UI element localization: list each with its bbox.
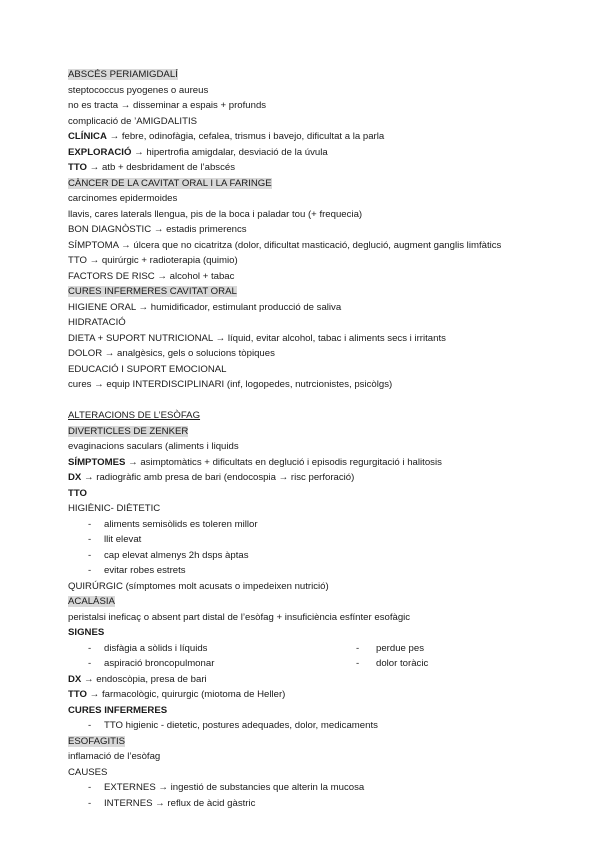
text-line xyxy=(68,129,568,145)
text-line xyxy=(68,145,568,161)
list-item xyxy=(68,517,568,533)
bullet-dash: - xyxy=(88,720,92,731)
text-line xyxy=(68,625,568,641)
list-item xyxy=(356,656,429,672)
list-item xyxy=(88,641,208,657)
list-item-text: aliments semisòlids es toleren millor xyxy=(104,518,258,530)
bold-label: CLÍNICA xyxy=(68,131,107,142)
line-text: → hipertrofia amigdalar, desviació de la úvula xyxy=(131,146,328,158)
bullet-dash: - xyxy=(88,534,92,545)
section-heading xyxy=(68,594,568,610)
bullet-dash: - xyxy=(88,518,92,530)
section-heading xyxy=(68,424,568,440)
list-item xyxy=(68,796,568,812)
list-item-text: evitar robes estrets xyxy=(104,565,186,576)
bold-label: DX xyxy=(68,673,82,685)
bold-label: SIGNES xyxy=(68,627,105,638)
underlined-heading: ALTERACIONS DE L’ESÒFAG xyxy=(68,410,201,421)
list-item-text: disfàgia a sòlids i líquids xyxy=(104,642,208,654)
list-item xyxy=(356,641,425,657)
bullet-dash: - xyxy=(88,565,92,576)
blank-line xyxy=(68,393,568,409)
bold-label: TTO xyxy=(68,689,88,700)
bullet-dash: - xyxy=(356,642,360,654)
text-line xyxy=(68,672,568,688)
text-line: DOLOR → analgèsics, gels o solucions tòpiques xyxy=(68,348,275,359)
text-line: carcinomes epidermoides xyxy=(68,193,178,204)
section-heading xyxy=(68,176,568,192)
text-line: FACTORS DE RISC → alcohol + tabac xyxy=(68,270,235,282)
text-line xyxy=(68,455,568,471)
list-item-text: EXTERNES → ingestió de substancies que alterin la mucosa xyxy=(104,782,365,793)
highlighted-heading: ESOFAGITIS xyxy=(68,735,126,747)
line-text: → asimptomàtics + dificultats en deglució i episodis regurgitació i halitosis xyxy=(125,456,442,468)
list-item xyxy=(68,718,568,734)
bold-label: DX xyxy=(68,472,82,483)
list-item xyxy=(68,780,568,796)
line-text: → endoscòpia, presa de bari xyxy=(81,673,207,685)
section-heading xyxy=(68,67,568,83)
bullet-dash: - xyxy=(88,642,92,654)
bullet-dash: - xyxy=(88,658,92,669)
highlighted-heading: ACALÀSIA xyxy=(68,596,115,607)
text-line: TTO → quirúrgic + radioterapia (quimio) xyxy=(68,255,238,266)
text-line: HIDRATACIÓ xyxy=(68,317,126,328)
chapter-heading xyxy=(68,408,568,424)
bullet-dash: - xyxy=(88,782,92,793)
text-line: BON DIAGNÒSTIC → estadis primerencs xyxy=(68,224,247,235)
text-line: QUIRÚRGIC (símptomes molt acusats o impedeixen nutrició) xyxy=(68,580,329,592)
line-text: → febre, odinofàgia, cefalea, trismus i bavejo, dificultat a la parla xyxy=(106,131,385,142)
highlighted-heading: DIVERTICLES DE ZENKER xyxy=(68,425,189,437)
text-line: cures → equip INTERDISCIPLINARI (inf, logopedes, nutrcionistes, psicòlgs) xyxy=(68,379,393,390)
text-line: no es tracta → disseminar a espais + profunds xyxy=(68,100,267,111)
bullet-dash: - xyxy=(356,658,360,669)
text-line: complicació de ’AMIGDALITIS xyxy=(68,115,198,127)
list-item-text: cap elevat almenys 2h dsps àptas xyxy=(104,549,249,561)
list-item-text: INTERNES → reflux de àcid gàstric xyxy=(104,797,256,809)
text-line: llavis, cares laterals llengua, pis de la boca i paladar tou (+ frequecia) xyxy=(68,208,363,220)
text-line: DIETA + SUPORT NUTRICIONAL → líquid, evitar alcohol, tabac i aliments secs i irritants xyxy=(68,332,446,344)
bold-label: SÍMPTOMES xyxy=(68,456,126,468)
line-text: → atb + desbridament de l’abscés xyxy=(87,162,236,173)
highlighted-heading: ABSCÉS PERIAMIGDALÍ xyxy=(68,69,178,80)
bold-label: TTO xyxy=(68,162,88,173)
bold-label: EXPLORACIÓ xyxy=(68,146,132,158)
bullet-dash: - xyxy=(88,549,92,561)
text-line: CAUSES xyxy=(68,766,108,778)
bullet-dash: - xyxy=(88,797,92,809)
text-line: HIGIENE ORAL → humidificador, estimulant producció de saliva xyxy=(68,301,342,313)
list-item xyxy=(88,656,215,672)
list-item-text: aspiració broncopulmonar xyxy=(104,658,215,669)
line-text: → farmacològic, quirurgic (miotoma de Heller) xyxy=(87,689,286,700)
list-item xyxy=(68,548,568,564)
text-line xyxy=(68,470,568,486)
text-line xyxy=(68,703,568,719)
text-line: peristalsi ineficaç o absent part distal de l’esòfag + insuficiència esfínter esofàgic xyxy=(68,611,411,623)
document-page xyxy=(68,67,568,811)
highlighted-heading: CURES INFERMERES CAVITAT ORAL xyxy=(68,286,237,297)
text-line xyxy=(68,160,568,176)
list-item-text: TTO higienic - dietetic, postures adequades, dolor, medicaments xyxy=(104,720,378,731)
two-column-list-row xyxy=(68,656,568,672)
section-heading xyxy=(68,284,568,300)
list-item-text: dolor toràcic xyxy=(376,658,429,669)
highlighted-heading: CÀNCER DE LA CAVITAT ORAL I LA FARINGE xyxy=(68,177,272,189)
text-line xyxy=(68,486,568,502)
text-line xyxy=(68,687,568,703)
section-heading xyxy=(68,734,568,750)
bold-label: TTO xyxy=(68,487,88,499)
text-line: EDUCACIÓ I SUPORT EMOCIONAL xyxy=(68,363,227,375)
text-line: HIGIÈNIC- DIÈTETIC xyxy=(68,503,161,514)
text-line: inflamació de l’esòfag xyxy=(68,751,161,762)
list-item-text: llit elevat xyxy=(104,534,142,545)
line-text: → radiogràfic amb presa de bari (endocospia → risc perforació) xyxy=(81,472,355,483)
list-item-text: perdue pes xyxy=(376,642,425,654)
list-item xyxy=(68,563,568,579)
text-line: SÍMPTOMA → úlcera que no cicatritza (dolor, dificultat masticació, deglució, augment ganglis limfàtics xyxy=(68,239,502,251)
text-line: steptococcus pyogenes o aureus xyxy=(68,84,209,96)
list-item xyxy=(68,532,568,548)
text-line: evaginacions saculars (aliments i liquids xyxy=(68,441,239,452)
two-column-list-row xyxy=(68,641,568,657)
bold-label: CURES INFERMERES xyxy=(68,704,168,716)
